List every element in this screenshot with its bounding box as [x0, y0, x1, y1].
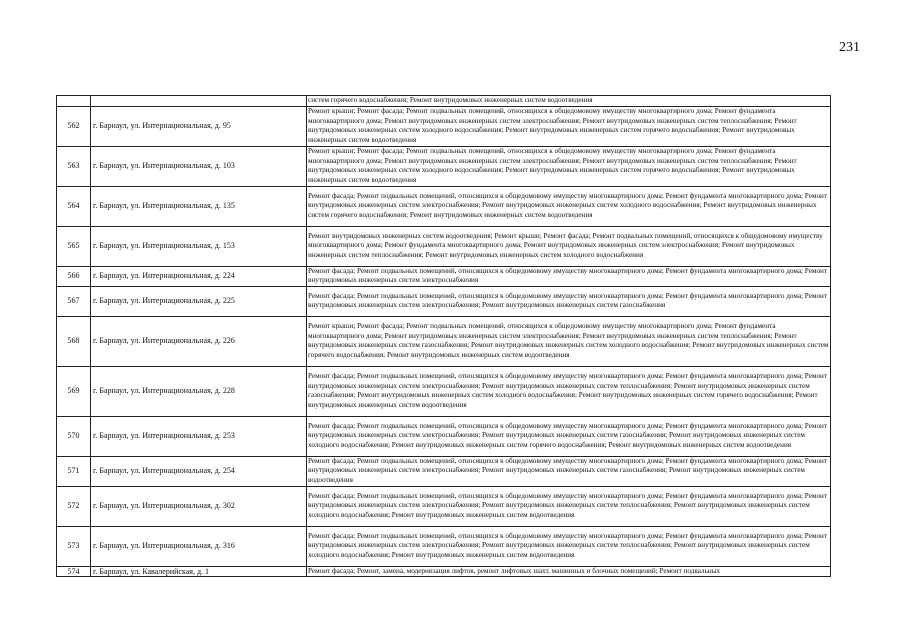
- row-number: 564: [57, 186, 91, 226]
- row-number: 573: [57, 526, 91, 566]
- row-number: [57, 96, 91, 107]
- row-number: 565: [57, 226, 91, 266]
- row-number: 563: [57, 146, 91, 186]
- table-row: [57, 96, 831, 107]
- table-row: [57, 566, 831, 577]
- row-number: 569: [57, 366, 91, 416]
- row-address: г. Барнаул, ул. Интернациональная, д. 253: [91, 416, 307, 456]
- row-works: Ремонт фасада; Ремонт подвальных помещений, относящихся к общедомовому имуществу многоквартирного дома; Ремонт фундамента многоквартирного дома; Ремонт внутридомовых инженерных систем электроснабжения; Ремонт внутридомовых инженерных систем газоснабжения; Ремонт внутридомовых инженерных систем холодного водоснабжения; Ремонт внутридомовых инженерных систем горячего водоснабжения; Ремонт внутридомовых инженерных систем водоотведения: [307, 416, 831, 456]
- repair-works-table: [56, 95, 831, 577]
- row-number: 568: [57, 316, 91, 366]
- row-works: систем горячего водоснабжения; Ремонт внутридомовых инженерных систем водоотведения: [307, 96, 831, 107]
- row-number: 574: [57, 566, 91, 577]
- row-address: г. Барнаул, ул. Интернациональная, д. 254: [91, 456, 307, 486]
- table-row: [57, 526, 831, 566]
- table-row: [57, 286, 831, 316]
- row-works: Ремонт фасада; Ремонт подвальных помещений, относящихся к общедомовому имуществу многоквартирного дома; Ремонт фундамента многоквартирного дома; Ремонт внутридомовых инженерных систем электроснабжения; Ремонт внутридомовых инженерных систем теплоснабжения; Ремонт внутридомовых инженерных систем газоснабжения; Ремонт внутридомовых инженерных систем холодного водоснабжения; Ремонт внутридомовых инженерных систем горячего водоснабжения; Ремонт внутридомовых инженерных систем водоотведения: [307, 366, 831, 416]
- row-works: Ремонт фасада; Ремонт, замена, модернизация лифтов, ремонт лифтовых шахт, машинных и блочных помещений; Ремонт подвальных: [307, 566, 831, 577]
- row-works: Ремонт фасада; Ремонт подвальных помещений, относящихся к общедомовому имуществу многоквартирного дома; Ремонт фундамента многоквартирного дома; Ремонт внутридомовых инженерных систем электроснабжения; Ремонт внутридомовых инженерных систем теплоснабжения; Ремонт внутридомовых инженерных систем холодного водоснабжения; Ремонт внутридомовых инженерных систем водоотведения: [307, 526, 831, 566]
- row-address: г. Барнаул, ул. Интернациональная, д. 302: [91, 486, 307, 526]
- row-works: Ремонт фасада; Ремонт подвальных помещений, относящихся к общедомовому имуществу многоквартирного дома; Ремонт фундамента многоквартирного дома; Ремонт внутридомовых инженерных систем электроснабжения; Ремонт внутридомовых инженерных систем холодного водоснабжения; Ремонт внутридомовых инженерных систем горячего водоснабжения; Ремонт внутридомовых инженерных систем водоотведения: [307, 186, 831, 226]
- page-number: 231: [839, 40, 860, 55]
- row-address: г. Барнаул, ул. Интернациональная, д. 135: [91, 186, 307, 226]
- row-address: г. Барнаул, ул. Кавалерийская, д. 1: [91, 566, 307, 577]
- table-row: [57, 266, 831, 286]
- row-address: г. Барнаул, ул. Интернациональная, д. 224: [91, 266, 307, 286]
- table-row: [57, 226, 831, 266]
- row-number: 572: [57, 486, 91, 526]
- table-row: [57, 316, 831, 366]
- row-address: г. Барнаул, ул. Интернациональная, д. 316: [91, 526, 307, 566]
- table-row: [57, 456, 831, 486]
- row-works: Ремонт внутридомовых инженерных систем водоотведения; Ремонт крыши; Ремонт фасада; Ремонт подвальных помещений, относящихся к общедомовому имуществу многоквартирного дома; Ремонт фундамента многоквартирного дома; Ремонт внутридомовых инженерных систем электроснабжения; Ремонт внутридомовых инженерных систем теплоснабжения; Ремонт внутридомовых инженерных систем холодного водоснабжения: [307, 226, 831, 266]
- row-number: 566: [57, 266, 91, 286]
- table-row: [57, 146, 831, 186]
- row-address: [91, 96, 307, 107]
- row-number: 567: [57, 286, 91, 316]
- row-address: г. Барнаул, ул. Интернациональная, д. 226: [91, 316, 307, 366]
- row-works: Ремонт крыши; Ремонт фасада; Ремонт подвальных помещений, относящихся к общедомовому имуществу многоквартирного дома; Ремонт фундамента многоквартирного дома; Ремонт внутридомовых инженерных систем электроснабжения; Ремонт внутридомовых инженерных систем теплоснабжения; Ремонт внутридомовых инженерных систем газоснабжения; Ремонт внутридомовых инженерных систем холодного водоснабжения; Ремонт внутридомовых инженерных систем горячего водоснабжения; Ремонт внутридомовых инженерных систем водоотведения: [307, 316, 831, 366]
- table-row: [57, 416, 831, 456]
- row-works: Ремонт фасада; Ремонт подвальных помещений, относящихся к общедомовому имуществу многоквартирного дома; Ремонт фундамента многоквартирного дома; Ремонт внутридомовых инженерных систем электроснабжения: [307, 266, 831, 286]
- row-address: г. Барнаул, ул. Интернациональная, д. 103: [91, 146, 307, 186]
- row-number: 562: [57, 106, 91, 146]
- row-works: Ремонт фасада; Ремонт подвальных помещений, относящихся к общедомовому имуществу многоквартирного дома; Ремонт фундамента многоквартирного дома; Ремонт внутридомовых инженерных систем электроснабжения; Ремонт внутридомовых инженерных систем газоснабжения; Ремонт внутридомовых инженерных систем водоотведения: [307, 456, 831, 486]
- row-number: 570: [57, 416, 91, 456]
- table-row: [57, 186, 831, 226]
- row-works: Ремонт крыши; Ремонт фасада; Ремонт подвальных помещений, относящихся к общедомовому имуществу многоквартирного дома; Ремонт фундамента многоквартирного дома; Ремонт внутридомовых инженерных систем электроснабжения; Ремонт внутридомовых инженерных систем теплоснабжения; Ремонт внутридомовых инженерных систем холодного водоснабжения; Ремонт внутридомовых инженерных систем горячего водоснабжения; Ремонт внутридомовых инженерных систем водоотведения: [307, 106, 831, 146]
- row-works: Ремонт крыши; Ремонт фасада; Ремонт подвальных помещений, относящихся к общедомовому имуществу многоквартирного дома; Ремонт фундамента многоквартирного дома; Ремонт внутридомовых инженерных систем электроснабжения; Ремонт внутридомовых инженерных систем теплоснабжения; Ремонт внутридомовых инженерных систем холодного водоснабжения; Ремонт внутридомовых инженерных систем горячего водоснабжения; Ремонт внутридомовых инженерных систем водоотведения: [307, 146, 831, 186]
- row-works: Ремонт фасада; Ремонт подвальных помещений, относящихся к общедомовому имуществу многоквартирного дома; Ремонт фундамента многоквартирного дома; Ремонт внутридомовых инженерных систем электроснабжения; Ремонт внутридомовых инженерных систем теплоснабжения; Ремонт внутридомовых инженерных систем холодного водоснабжения; Ремонт внутридомовых инженерных систем водоотведения: [307, 486, 831, 526]
- row-address: г. Барнаул, ул. Интернациональная, д. 95: [91, 106, 307, 146]
- row-number: 571: [57, 456, 91, 486]
- table-row: [57, 486, 831, 526]
- table-row: [57, 366, 831, 416]
- row-works: Ремонт фасада; Ремонт подвальных помещений, относящихся к общедомовому имуществу многоквартирного дома; Ремонт фундамента многоквартирного дома; Ремонт внутридомовых инженерных систем электроснабжения; Ремонт внутридомовых инженерных систем газоснабжения: [307, 286, 831, 316]
- row-address: г. Барнаул, ул. Интернациональная, д. 225: [91, 286, 307, 316]
- row-address: г. Барнаул, ул. Интернациональная, д. 153: [91, 226, 307, 266]
- table-row: [57, 106, 831, 146]
- row-address: г. Барнаул, ул. Интернациональная, д. 228: [91, 366, 307, 416]
